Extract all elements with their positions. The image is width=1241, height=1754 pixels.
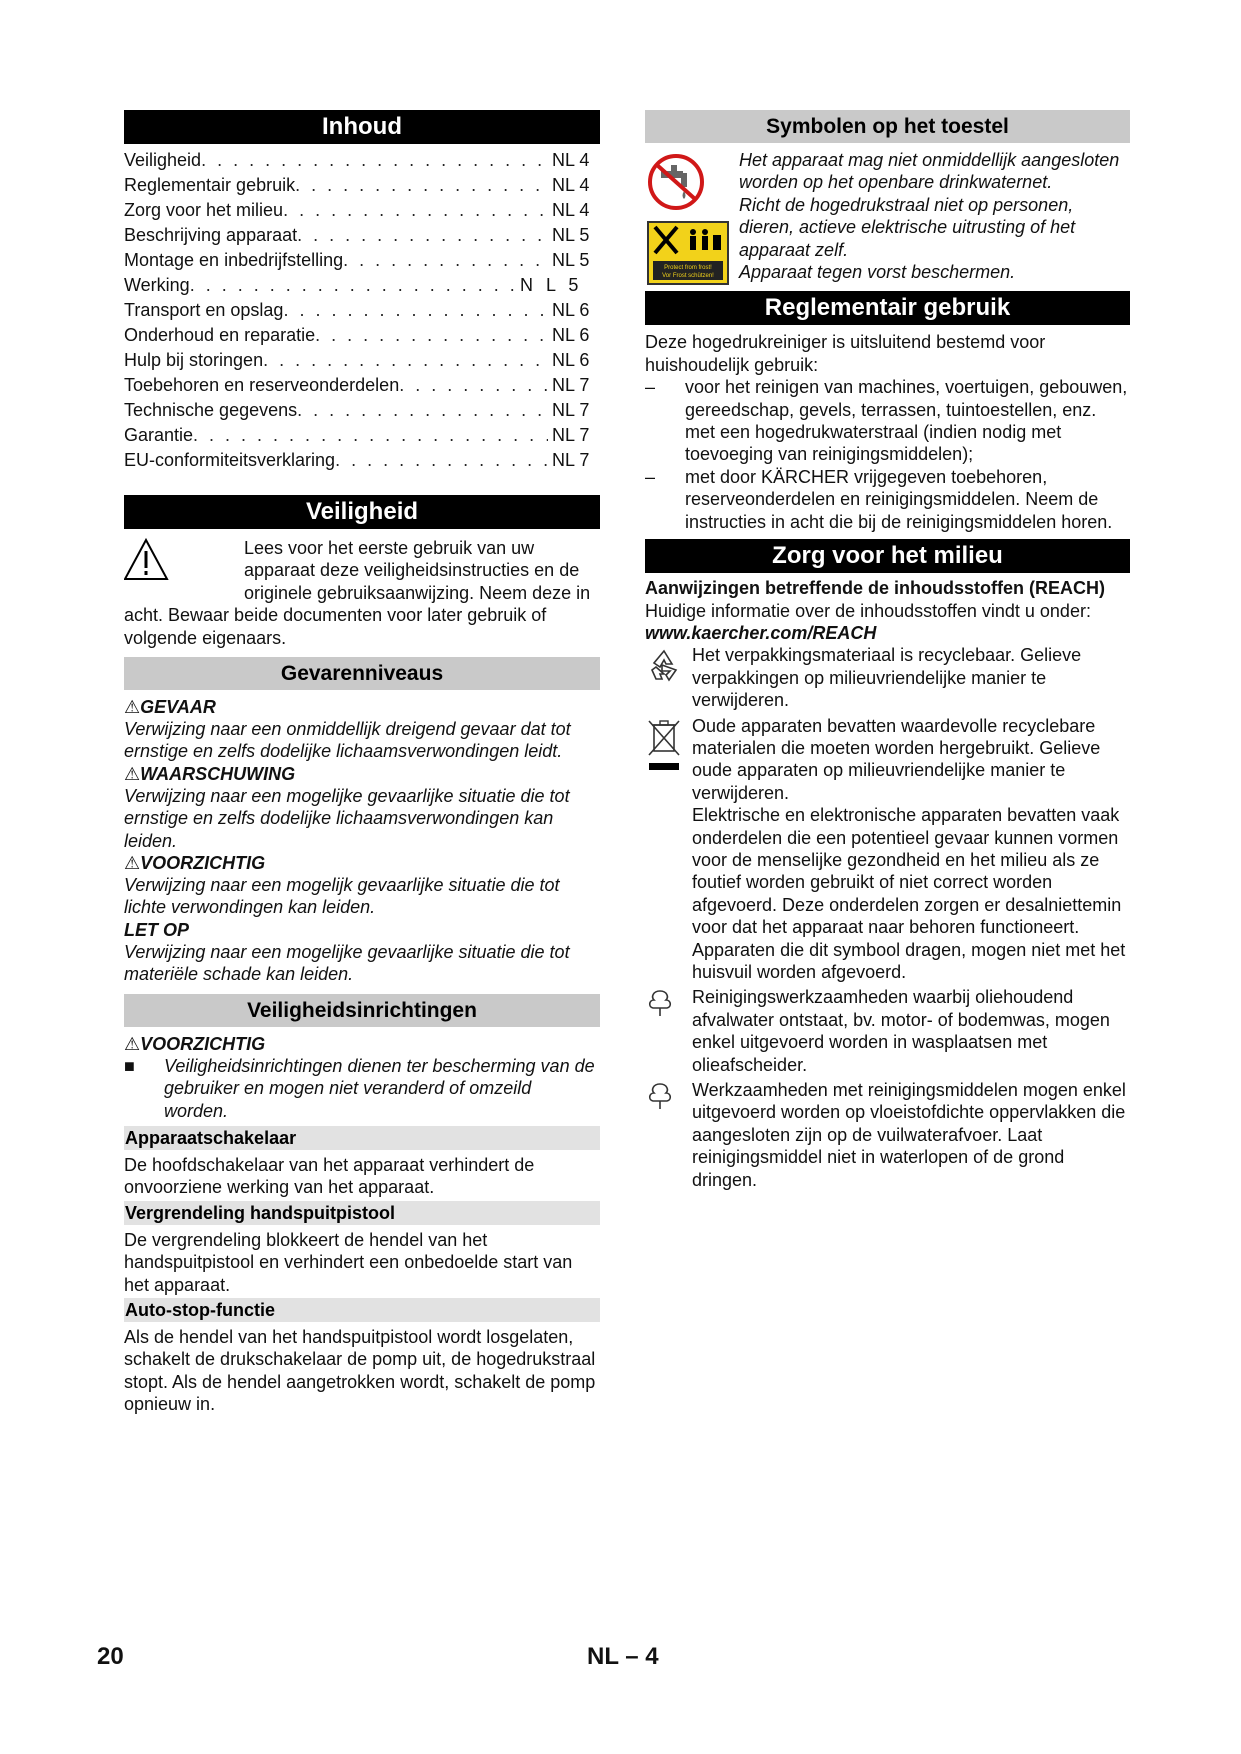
- toc-entry[interactable]: Transport en opslag . . . NL 6: [124, 298, 600, 323]
- toc-entry[interactable]: Zorg voor het milieu . . . NL 4: [124, 198, 600, 223]
- toc-entry[interactable]: Montage en inbedrijfstelling . . . NL 5: [124, 248, 600, 273]
- toc-entry[interactable]: Hulp bij storingen . . . NL 6: [124, 348, 600, 373]
- detergent-row: Werkzaamheden met reinigingsmiddelen mogen enkel uitgevoerd worden op vloeistofdichte oppervlakken die aangesloten zijn op de vuilwaterafvoer. Laat reinigingsmiddel niet in waterlopen of de grond dringen.: [645, 1079, 1130, 1191]
- subsection-heading-autostop: Auto-stop-functie: [124, 1298, 600, 1322]
- environment-hint-icon: [645, 988, 675, 1023]
- page-number: 20: [97, 1643, 124, 1670]
- no-spray-label-icon: [647, 221, 729, 290]
- bullet-square-icon: ■: [124, 1055, 135, 1076]
- warning-small-icon: ⚠: [124, 853, 141, 874]
- warning-small-icon: ⚠: [124, 763, 141, 784]
- toc-entry[interactable]: EU-conformiteitsverklaring . . . NL 7: [124, 448, 600, 473]
- hazard-level-warning: ⚠WAARSCHUWING Verwijzing naar een mogelijke gevaarlijke situatie die tot ernstige en zelfs dodelijke lichaamsverwondingen kan leiden.: [124, 763, 570, 851]
- table-of-contents: [124, 148, 600, 473]
- oil-row: Reinigingswerkzaamheden waarbij oliehoudend afvalwater ontstaat, bv. motor- of bodemwas, mogen enkel uitgevoerd worden in wasplaatsen met olieafscheider.: [645, 986, 1130, 1076]
- svg-text:Protect from frost!: Protect from frost!: [664, 265, 712, 271]
- hazard-levels-heading: Gevarenniveaus: [124, 657, 600, 690]
- toc-entry[interactable]: Werking . . . N L 5: [124, 273, 600, 298]
- recycle-icon: [645, 646, 683, 689]
- safety-devices-caution: ⚠VOORZICHTIG ■ Veiligheidsinrichtingen dienen ter bescherming van de gebruiker en mogen niet veranderd of omzeild worden.: [124, 1033, 600, 1122]
- hazard-level-caution: ⚠VOORZICHTIG Verwijzing naar een mogelijk gevaarlijke situatie die tot lichte verwondingen kan leiden.: [124, 853, 560, 918]
- no-drinking-water-icon: [647, 153, 705, 216]
- list-item: ■ Veiligheidsinrichtingen dienen ter bescherming van de gebruiker en mogen niet veranderd of omzeild worden.: [124, 1055, 595, 1121]
- toc-entry[interactable]: Onderhoud en reparatie . . . NL 6: [124, 323, 600, 348]
- toc-entry[interactable]: Veiligheid . . . NL 4: [124, 148, 600, 173]
- svg-text:Vor Frost schützen!: Vor Frost schützen!: [662, 273, 714, 279]
- left-column: Inhoud Veiligheid . . . NL 4 Reglementair gebruik . . . NL 4 Zorg voor het milieu . . . NL 4 Beschrijving apparaat . . . NL 5 Montage en inbedrijfstelling . . . NL 5 Werking . . . N L 5 Transport en opslag . . . NL 6 Onderhoud en reparatie . . . NL 6 Hulp bij storingen . . . NL 6 Toebehoren en reserveonderdelen . . . NL 7 Technische gegevens . . . NL 7 Garantie . . . NL 7 EU-conformiteitsverklaring . . . NL 7 Veiligheid Lees voor het eerste gebruik van uw apparaat deze veiligheidsinstructies en de originele gebruiksaanwijzing. Neem deze in acht. Bewaar beide documenten voor later gebruik of volgende eigenaars. Gevarenniveaus ⚠GEVAAR Verwijzing naar een onmiddellijk dreigend gevaar dat tot ernstige en zelfs dodelijke lichaamsverwondingen leidt. ⚠WAARSCHUWING Verwijzing naar een mogelijke gevaarlijke situatie die tot ernstige en zelfs dodelijke lichaamsverwondingen kan leiden. ⚠VOORZICHTIG Verwijzing naar een mogelijk gevaarlijke situatie die tot lichte verwondingen kan leiden. LET OP Verwijzing naar een mogelijke gevaarlijke situatie die tot materiële schade kan leiden. Veiligheidsinrichtingen ⚠VOORZICHTIG ■ Veiligheidsinrichtingen dienen ter bescherming van de gebruiker en mogen niet veranderd of omzeild worden. Apparaatschakelaar De hoofdschakelaar van het apparaat verhindert de onvoorziene werking van het apparaat. Vergrendeling handspuitpistool De vergrendeling blokkeert de hendel van het handspuitpistool en verhindert een onbedoelde start van het apparaat. Auto-stop-functie Als de hendel van het handspuitpistool wordt losgelaten, schakelt de drukschakelaar de pomp uit, de hogedrukstraal stopt. Als de hendel aangetrokken wordt, schakelt de pomp opnieuw in.: [124, 110, 600, 1416]
- subsection-heading-switch: Apparaatschakelaar: [124, 1126, 600, 1150]
- right-column: Symbolen op het toestel Protect from frost! Vor Frost schützen! Het apparaat mag niet onmiddellijk aangesloten worden op het openbare drinkwaternet. Richt de hogedrukstraal niet op personen, dieren, actieve elektrische uitrusting of het apparaat zelf. Apparaat tegen vorst beschermen. Reglementair gebruik Deze hogedrukreiniger is uitsluitend bestemd voor huishoudelijk gebruik: – voor het reinigen van machines, voertuigen, gebouwen, gereedschap, gevels, terrassen, tuintoestellen, enz. met een hogedrukwaterstraal (indien nodig met toevoeging van reinigingsmiddelen); – met door KÄRCHER vrijgegeven toebehoren, reserveonderdelen en reinigingsmiddelen. Neem de instructies in acht die bij de reinigingsmiddelen horen. Zorg voor het milieu Aanwijzingen betreffende de inhoudsstoffen (REACH) Huidige informatie over de inhoudsstoffen vindt u onder: www.kaercher.com/REACH Het verpakkingsmateriaal is recyclebaar. Gelieve verpakkingen op milieuvriendelijke manier te verwijderen. Oude apparaten bevatten waardevolle recyclebare materialen die moeten worden hergebruikt. Gelieve oude apparaten op milieuvriendelijke manier te verwijderen. Elektrische en elektronische apparaten bevatten vaak onderdelen die een potentieel gevaar kunnen vormen voor de menselijke gezondheid en het milieu als ze foutief worden gebruikt of niet correct worden afgevoerd. Deze onderdelen zorgen er desalniettemin voor dat het apparaat naar behoren functioneert. Apparaten die dit symbool dragen, mogen niet met het huisvuil worden afgevoerd. Reinigingswerkzaamheden waarbij oliehoudend afvalwater ontstaat, bv. motor- of bodemwas, mogen enkel uitgevoerd worden in wasplaatsen met olieafscheider. Werkzaamheden met reinigingsmiddelen mogen enkel uitgevoerd worden op vloeistofdichte oppervlakken die aangesloten zijn op de vuilwaterafvoer. Laat reinigingsmiddel niet in waterlopen of de grond dringen.: [645, 110, 1130, 1191]
- intended-use-heading: Reglementair gebruik: [645, 291, 1130, 325]
- safety-heading: Veiligheid: [124, 495, 600, 529]
- toc-entry[interactable]: Reglementair gebruik . . . NL 4: [124, 173, 600, 198]
- list-item: – voor het reinigen van machines, voertuigen, gebouwen, gereedschap, gevels, terrassen, tuintoestellen, enz. met een hogedrukwaterstraal (indien nodig met toevoeging van reinigingsmiddelen);: [645, 377, 1128, 465]
- reach-link[interactable]: www.kaercher.com/REACH: [645, 622, 877, 643]
- recycle-row: Het verpakkingsmateriaal is recyclebaar. Gelieve verpakkingen op milieuvriendelijke manier te verwijderen.: [645, 644, 1130, 711]
- page-label: NL – 4: [587, 1643, 659, 1670]
- toc-entry[interactable]: Beschrijving apparaat . . . NL 5: [124, 223, 600, 248]
- list-item: – met door KÄRCHER vrijgegeven toebehoren, reserveonderdelen en reinigingsmiddelen. Neem de instructies in acht die bij de reinigingsmiddelen horen.: [645, 466, 1113, 532]
- hazard-level-danger: ⚠GEVAAR Verwijzing naar een onmiddellijk dreigend gevaar dat tot ernstige en zelfs dodelijke lichaamsverwondingen leidt.: [124, 697, 571, 762]
- environment-hint-icon: [645, 1081, 675, 1116]
- hazard-level-notice: LET OP Verwijzing naar een mogelijke gevaarlijke situatie die tot materiële schade kan leiden.: [124, 919, 570, 985]
- safety-devices-heading: Veiligheidsinrichtingen: [124, 994, 600, 1027]
- crossed-bin-icon: [645, 717, 683, 782]
- toc-heading: Inhoud: [124, 110, 600, 144]
- warning-small-icon: ⚠: [124, 1033, 141, 1054]
- symbols-heading: Symbolen op het toestel: [645, 110, 1130, 143]
- reach-heading: Aanwijzingen betreffende de inhoudsstoffen (REACH): [645, 578, 1106, 599]
- environment-heading: Zorg voor het milieu: [645, 539, 1130, 573]
- toc-entry[interactable]: Toebehoren en reserveonderdelen . . . NL 7: [124, 373, 600, 398]
- warning-small-icon: ⚠: [124, 697, 141, 718]
- warning-triangle-icon: [124, 537, 242, 583]
- weee-row: Oude apparaten bevatten waardevolle recyclebare materialen die moeten worden hergebruikt. Gelieve oude apparaten op milieuvriendelijke manier te verwijderen.: [645, 715, 1130, 805]
- subsection-heading-lock: Vergrendeling handspuitpistool: [124, 1201, 600, 1225]
- toc-entry[interactable]: Garantie . . . NL 7: [124, 423, 600, 448]
- symbols-block: Protect from frost! Vor Frost schützen! Het apparaat mag niet onmiddellijk aangesloten worden op het openbare drinkwaternet. Richt de hogedrukstraal niet op personen, dieren, actieve elektrische uitrusting of het apparaat zelf. Apparaat tegen vorst beschermen.: [645, 149, 1130, 283]
- toc-entry[interactable]: Technische gegevens . . . NL 7: [124, 398, 600, 423]
- safety-icons: [124, 537, 242, 583]
- safety-intro: Lees voor het eerste gebruik van uw apparaat deze veiligheidsinstructies en de originele gebruiksaanwijzing. Neem deze in acht. Bewaar beide documenten voor later gebruik of volgende eigenaars.: [124, 538, 591, 648]
